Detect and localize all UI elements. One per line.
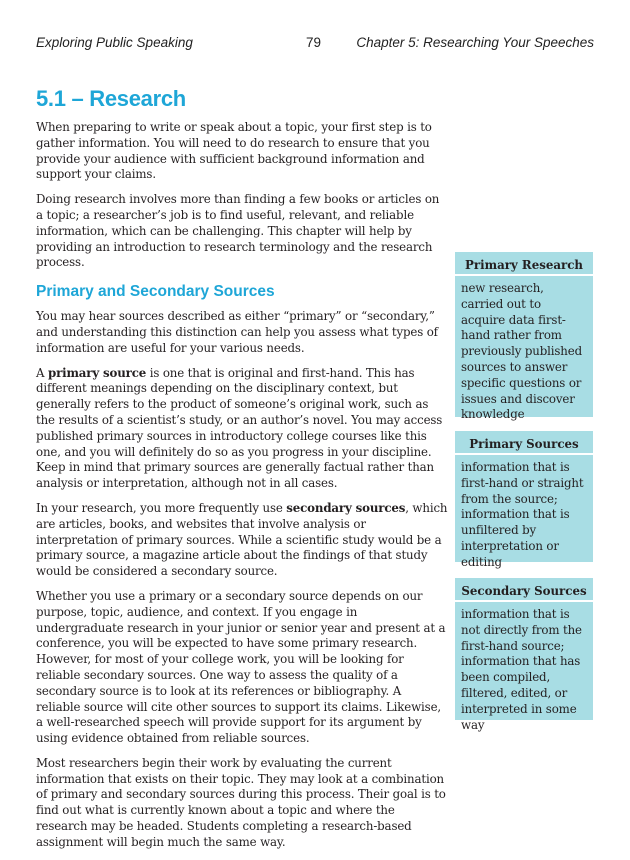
paragraph-sources-intro: You may hear sources described as either “primary” or “secondary,” and understanding this distinction can help you assess what types of information are useful for your various needs.	[36, 309, 438, 355]
main-column	[36, 86, 448, 860]
paragraph-researchers: Most researchers begin their work by evaluating the current information that exists on their topic. They may look at a combination of primary and secondary sources during this process. Their goal is to find out what is currently known about a topic and where the research may be headed. Students completing a research-based assignment will begin much the same way.	[36, 755, 446, 849]
paragraph-purpose: Whether you use a primary or a secondary source depends on our purpose, topic, audience, and context. If you engage in undergraduate research in your junior or senior year and present at a conference, you will be expected to have some primary research. However, for most of your college work, you will be looking for reliable secondary sources. One way to assess the quality of a secondary source is to look at its references or bibliography. A reliable source will cite other sources to support its claims. Likewise, a well-researched speech will provide support for its argument by using evidence obtained from reliable sources.	[36, 588, 446, 746]
chapter-title: Chapter 5: Researching Your Speeches	[356, 35, 594, 50]
running-header	[36, 35, 594, 55]
subsection-heading: Primary and Secondary Sources	[36, 283, 275, 301]
term-primary-source: primary source	[47, 365, 147, 380]
sidebar-box-title: Primary Sources	[469, 437, 579, 451]
sidebar-box-primary-sources	[455, 431, 593, 569]
p2-rest: is one that is original and first-hand. This has different meanings depending on the disciplinary context, but generally refers to the product of someone’s original work, such as the results of a scientist’s study, or an author’s novel. You may access published primary sources in introductory college courses like this one, and you will definitely do so as you progress in your discipline. Keep in mind that primary sources are generally factual rather than analysis or interpretation, although not in all cases.	[36, 365, 443, 491]
p2-lead: A	[36, 365, 48, 380]
sidebar-box-secondary-sources	[455, 578, 593, 732]
section-heading: 5.1 – Research	[36, 86, 186, 111]
sidebar-box-definition: information that is not directly from the first-hand source; information that has been compiled, filtered, edited, or interpreted in some way	[461, 607, 582, 732]
paragraph-secondary-sources	[36, 501, 448, 580]
intro-paragraph-1: When preparing to write or speak about a topic, your first step is to gather information. You will need to do research to ensure that you provide your audience with sufficient background information and support your claims.	[36, 120, 432, 182]
p3-rest: , which are articles, books, and websites that involve analysis or interpretation of primary sources. While a scientific study would be a primary source, a magazine article about the findings of that study would be considered a secondary source.	[36, 500, 448, 579]
sidebar-box-primary-research	[455, 252, 593, 422]
term-secondary-sources: secondary sources	[286, 500, 406, 515]
sidebar-box-title: Secondary Sources	[461, 584, 587, 598]
sidebar-box-definition: new research, carried out to acquire data first-hand rather from previously published sources to answer specific questions or issues and discover knowledge	[461, 281, 582, 422]
sidebar-box-definition: information that is first-hand or straight from the source; information that is unfiltered by interpretation or editing	[461, 460, 584, 569]
book-title: Exploring Public Speaking	[36, 35, 193, 50]
page-number: 79	[306, 35, 322, 50]
intro-paragraph-2: Doing research involves more than finding a few books or articles on a topic; a researcher’s job is to find useful, relevant, and reliable information, which can be challenging. This chapter will help by providing an introduction to research terminology and the research process.	[36, 192, 440, 270]
p3-lead: In your research, you more frequently use	[36, 500, 287, 515]
sidebar-box-title: Primary Research	[465, 258, 583, 272]
paragraph-primary-source	[36, 366, 448, 492]
